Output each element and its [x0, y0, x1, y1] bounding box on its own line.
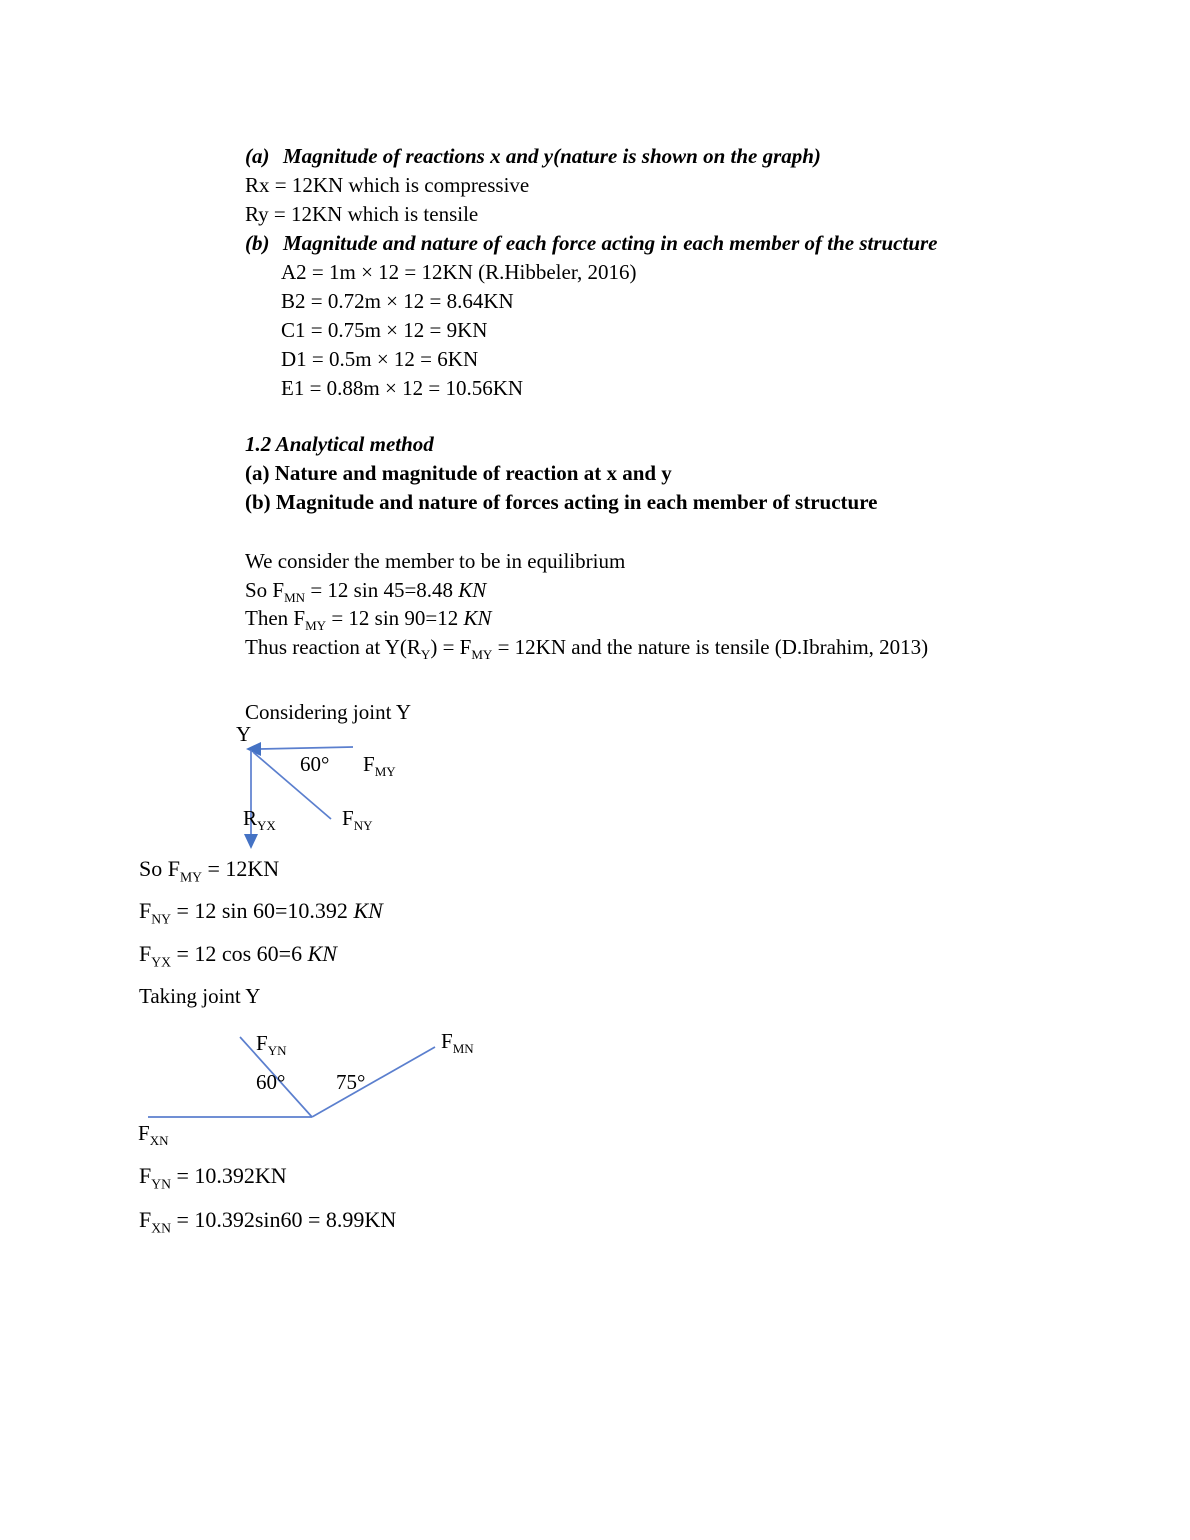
joint2-fxn-label: $F_{XN}$ [138, 1121, 169, 1149]
sub-heading-a: (a) Nature and magnitude of reaction at x and y [245, 461, 672, 485]
sub-heading-b: (b) Magnitude and nature of forces acting in each member of structure [245, 490, 878, 514]
joint1-fny-label: $F_{NY}$ [342, 806, 373, 834]
equation-fmn: So $F_{MN} = 12$ sin 45=8.48 KN [245, 578, 487, 606]
joint1-intro: Considering joint Y [245, 700, 412, 724]
joint1-fmy-label: $F_{MY}$ [363, 752, 396, 780]
paragraph-line: We consider the member to be in equilibrium [245, 549, 626, 573]
joint1-result: $F_{YX} = 12$ cos 60=6 KN [139, 941, 337, 970]
reaction-rx-line: Rx = 12KN which is compressive [245, 173, 530, 197]
joint1-result: So $F_{MY} = 12KN$ [139, 856, 280, 885]
section-heading: 1.2 Analytical method [245, 432, 434, 456]
member-force-item: A2 = 1m × 12 = 12KN (R.Hibbeler, 2016) [281, 260, 637, 284]
equation-fmy: Then $F_{MY} = 12$ sin 90=12 KN [245, 606, 492, 634]
member-force-item: B2 = 0.72m × 12 = 8.64KN [281, 289, 514, 313]
joint2-intro: Taking joint Y [139, 984, 261, 1008]
member-force-item: D1 = 0.5m × 12 = 6KN [281, 347, 479, 371]
joint1-vertex-label: Y [236, 722, 252, 746]
member-force-item: E1 = 0.88m × 12 = 10.56KN [281, 376, 524, 400]
joint2-result: $F_{XN} = 10.392\sin 60 = 8.99KN$ [139, 1207, 397, 1236]
heading-a-marker: (a) [245, 144, 270, 168]
reaction-ry-line: Ry = 12KN which is tensile [245, 202, 479, 226]
joint2-fyn-label: $F_{YN}$ [256, 1031, 287, 1059]
joint2-angle60-label: 60° [256, 1070, 286, 1094]
heading-a [245, 144, 821, 169]
heading-b-marker: (b) [245, 231, 270, 255]
joint1-result: $F_{NY} = 12$ sin 60=10.392 KN [139, 898, 383, 927]
fmn-force-line [312, 1047, 435, 1117]
fmy-left-arrowhead [246, 742, 261, 756]
joint2-force-diagram [145, 1030, 445, 1125]
conclusion-line: Thus reaction at $Y(R_Y) = F_{MY} = 12KN$ and the nature is tensile (D.Ibrahim, 2013) [245, 635, 929, 663]
heading-b [245, 231, 938, 256]
member-force-item: C1 = 0.75m × 12 = 9KN [281, 318, 488, 342]
joint1-angle-label: 60° [300, 752, 330, 776]
joint2-fmn-label: $F_{MN}$ [441, 1029, 474, 1057]
joint2-angle75-label: 75° [336, 1070, 366, 1094]
joint1-ryx-label: $R_{YX}$ [243, 806, 276, 834]
ryx-down-arrowhead [244, 834, 258, 849]
joint2-result: $F_{YN} = 10.392KN$ [139, 1163, 287, 1192]
heading-a-text: Magnitude of reactions x and y(nature is shown on the graph) [283, 144, 821, 168]
fmy-force-line [260, 747, 353, 749]
heading-b-text: Magnitude and nature of each force acting in each member of the structure [283, 231, 938, 255]
